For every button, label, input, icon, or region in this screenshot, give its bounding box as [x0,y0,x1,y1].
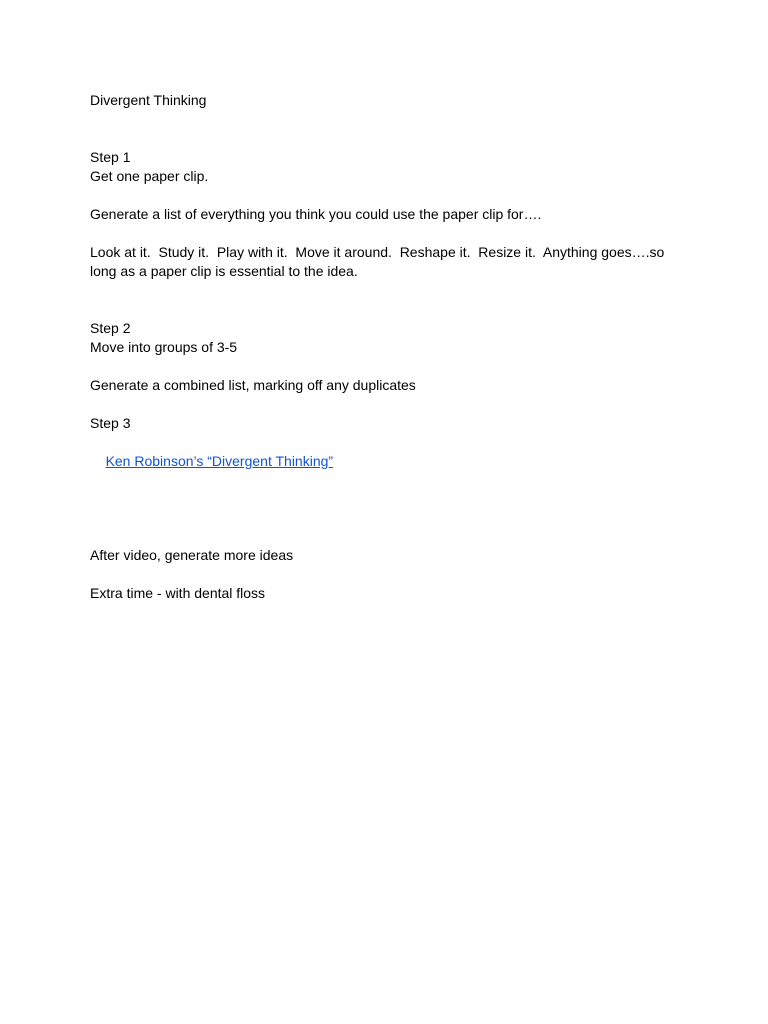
spacer [90,186,680,205]
after-video-note: After video, generate more ideas [90,547,294,563]
extra-time-note: Extra time - with dental floss [90,585,266,601]
spacer [90,395,680,414]
spacer [90,357,680,376]
video-link[interactable]: Ken Robinson’s “Divergent Thinking” [105,453,334,469]
step1-guidance: Look at it. Study it. Play with it. Move it around. Reshape it. Resize it. Anything goes….so long as a paper clip is essential to the idea. [90,244,669,279]
step1-heading: Step 1 [90,149,131,165]
document-title: Divergent Thinking [90,92,207,108]
spacer [90,224,680,243]
spacer [90,281,680,319]
spacer [90,565,680,584]
step1-instruction: Get one paper clip. [90,168,209,184]
step3-link-line [90,433,680,490]
step3-heading: Step 3 [90,415,131,431]
step2-instruction: Move into groups of 3-5 [90,339,238,355]
step1-task: Generate a list of everything you think you could use the paper clip for…. [90,206,542,222]
step2-heading: Step 2 [90,320,131,336]
document-page [90,91,680,603]
spacer [90,490,680,546]
step2-task: Generate a combined list, marking off any duplicates [90,377,416,393]
spacer [90,110,680,148]
